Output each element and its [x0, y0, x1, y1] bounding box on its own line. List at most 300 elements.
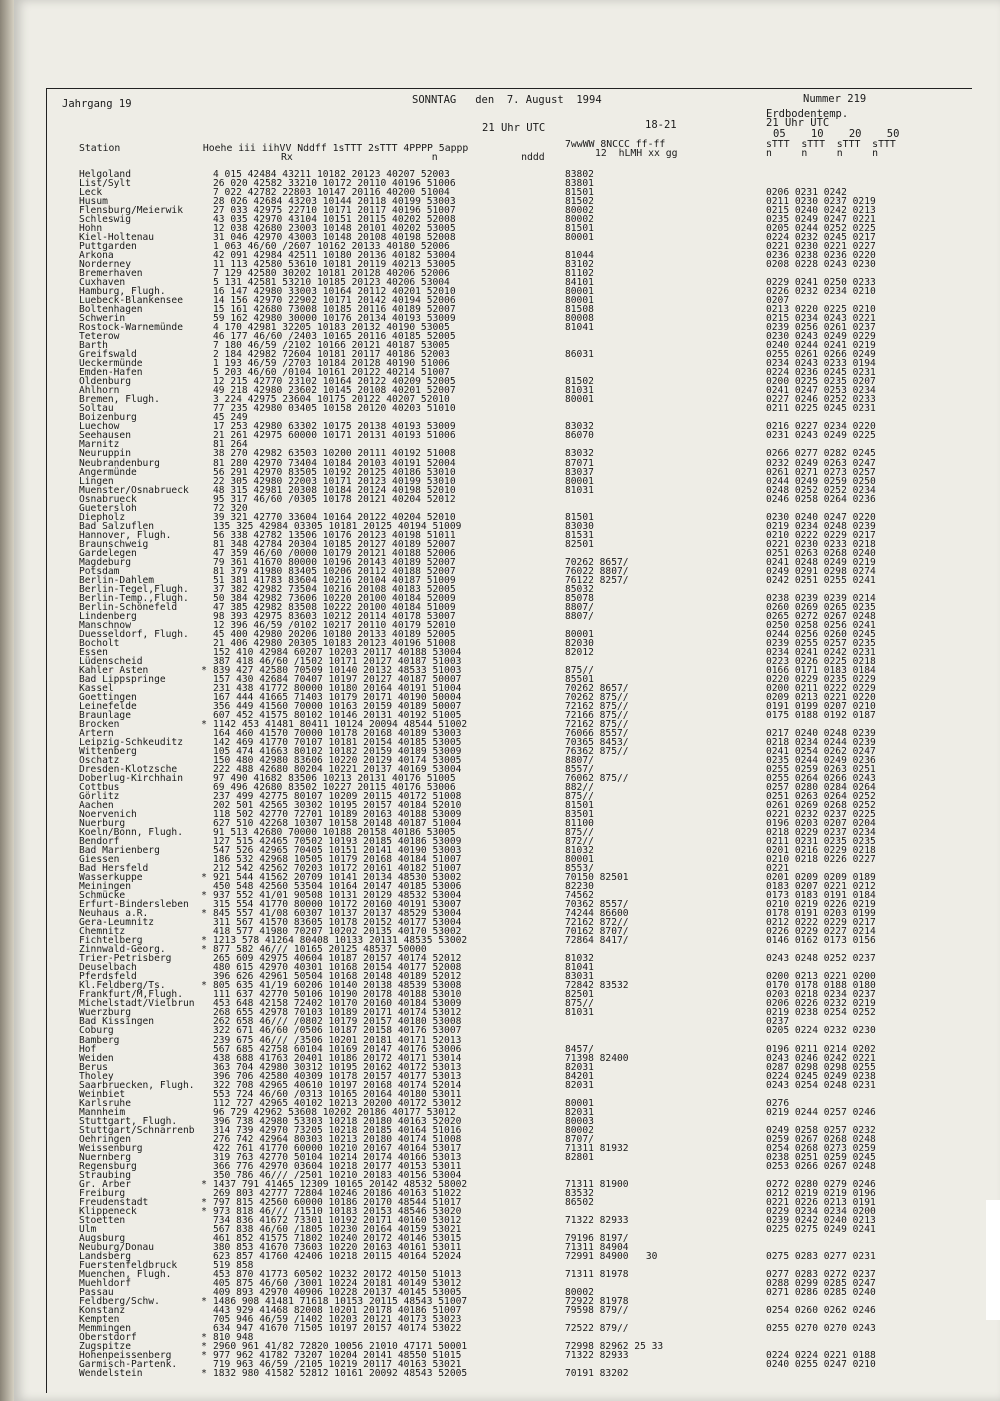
station-weather: 8807/	[565, 601, 594, 613]
station-earth-temp: 0254 0260 0262 0246	[766, 1304, 876, 1316]
station-data: 418 577 41980 70207 10202 20135 40170 53002	[213, 926, 462, 938]
station-data: 4 170 42981 32205 10183 20132 40190 53005	[213, 322, 450, 334]
station-data: 91 513 42680 70000 10188 20158 40186 53005	[213, 827, 456, 839]
station-marker	[196, 756, 212, 765]
station-name: Chemnitz	[79, 926, 126, 938]
station-marker	[196, 594, 212, 603]
station-data: 7 180 46/59 /2102 10166 20121 40187 53005	[213, 340, 450, 352]
station-weather: 81501	[565, 511, 594, 523]
station-earth-temp: 0224 0224 0221 0188	[766, 1350, 876, 1362]
station-data: 77 235 42980 03405 10158 20120 40203 51010	[213, 403, 456, 415]
station-name: Klippeneck	[79, 1205, 137, 1217]
station-name: Marnitz	[79, 439, 120, 451]
station-data: 734 836 41672 73301 10192 20171 40160 53012	[213, 1214, 462, 1226]
station-data: 1213 578 41264 80408 10133 20131 48535 53002	[213, 935, 468, 947]
synop-data-column	[213, 170, 543, 1378]
station-earth-temp: 0203 0218 0234 0237	[766, 989, 876, 1001]
weather-group-column	[565, 170, 675, 1378]
station-data: 98 393 42975 83603 10212 20114 40178 53007	[213, 610, 456, 622]
station-weather: 72864 8417/	[565, 935, 629, 947]
station-weather: 83802	[565, 169, 594, 180]
station-marker	[196, 585, 212, 594]
station-earth-temp: 0257 0280 0284 0264	[766, 782, 876, 794]
station-name: Oschatz	[79, 755, 120, 767]
station-name: Regensburg	[79, 1160, 137, 1172]
station-earth-temp: 0196 0211 0214 0202	[766, 1043, 876, 1055]
station-data: 135 325 42984 03305 10181 20125 40194 51009	[213, 520, 462, 532]
station-earth-temp: 0221 0230 0233 0218	[766, 538, 876, 550]
station-earth-temp: 0221 0230 0221 0227	[766, 241, 876, 253]
column-header-main: Station Hoehe iii iihVV Nddff 1sTTT 2sTTT 4PPPP 5appp	[79, 143, 469, 154]
station-marker: *	[201, 1332, 207, 1344]
station-weather: 875//	[565, 998, 594, 1010]
station-earth-temp: 0234 0241 0242 0231	[766, 646, 876, 658]
station-name: Schwerin	[79, 313, 126, 325]
station-earth-temp: 0170 0178 0188 0180	[766, 980, 876, 992]
station-weather: 83801	[565, 178, 594, 190]
station-marker	[196, 206, 212, 215]
station-earth-temp: 0191 0199 0207 0210	[766, 700, 876, 712]
station-marker	[196, 188, 212, 197]
station-name: Ulm	[79, 1223, 97, 1235]
station-weather: 83037	[565, 466, 594, 478]
station-name: Braunlage	[79, 709, 131, 721]
station-marker: *	[201, 1341, 207, 1353]
station-name: Leck	[79, 187, 103, 199]
station-name: Garmisch-Partenk.	[79, 1359, 178, 1371]
station-data: 50 384 42982 73606 10220 20100 40184 52009	[213, 592, 456, 604]
station-weather	[565, 359, 675, 368]
station-name: Muehldorf	[79, 1277, 131, 1289]
station-name: Schleswig	[79, 214, 131, 226]
station-marker	[196, 1054, 212, 1063]
station-data: 22 305 42980 22003 10171 20123 40199 53010	[213, 475, 456, 487]
station-weather: 875//	[565, 664, 594, 676]
station-name: Kempten	[79, 1313, 120, 1325]
station-earth-temp: 0201 0216 0229 0218	[766, 845, 876, 857]
station-data: 443 929 41468 82008 10201 20178 40186 51007	[213, 1304, 462, 1316]
station-name: Erfurt-Bindersleben	[79, 899, 189, 911]
station-name: Konstanz	[79, 1304, 126, 1316]
station-earth-temp: 0212 0222 0229 0217	[766, 917, 876, 929]
station-marker	[196, 1008, 212, 1017]
station-data: 7 022 42782 22803 10147 20116 40200 51004	[213, 187, 450, 199]
station-weather	[565, 495, 675, 504]
station-earth-temp: 0205 0224 0232 0230	[766, 1025, 876, 1037]
station-weather: 80002	[565, 1286, 594, 1298]
erdboden-time: 21 Uhr UTC	[766, 117, 830, 129]
station-earth-temp: 0213 0220 0225 0210	[766, 304, 876, 316]
station-marker	[196, 278, 212, 287]
station-earth-temp: 0226 0229 0227 0214	[766, 926, 876, 938]
station-data: 797 815 42560 60000 10186 20170 48544 51017	[213, 1196, 462, 1208]
station-earth-temp: 0255 0259 0263 0251	[766, 764, 876, 776]
station-data: 157 430 42684 70407 10197 20127 40187 50007	[213, 673, 462, 685]
station-data: 56 291 42970 83505 10192 20125 40186 53010	[213, 466, 456, 478]
station-data: 239 675 46/// /3506 10201 20181 40171 52013	[213, 1034, 462, 1046]
station-weather: 71322 82933	[565, 1214, 629, 1226]
station-earth-temp: 0224 0245 0249 0238	[766, 1070, 876, 1082]
station-earth-temp: 0229 0241 0250 0233	[766, 277, 876, 289]
station-name: Neubrandenburg	[79, 457, 160, 469]
station-weather: 8807/	[565, 755, 594, 767]
frame-left-rule	[46, 88, 47, 1393]
station-weather: 70365 8453/	[565, 736, 629, 748]
station-name: Deuselbach	[79, 962, 137, 974]
station-data: 409 893 42970 40906 10228 20137 40145 53005	[213, 1286, 462, 1298]
station-name: Teterow	[79, 331, 120, 343]
station-weather: 882//	[565, 782, 594, 794]
station-earth-temp: 0218 0229 0237 0234	[766, 827, 876, 839]
station-earth-temp: 0239 0256 0261 0237	[766, 322, 876, 334]
station-name: Freudenstadt	[79, 1196, 149, 1208]
station-weather: 80002	[565, 1124, 594, 1136]
station-name: Berlin-Temp.,Flugh.	[79, 592, 189, 604]
station-earth-temp: 0166 0171 0183 0184	[766, 664, 876, 676]
station-marker	[196, 531, 212, 540]
station-name: Bad Marienberg	[79, 845, 160, 857]
station-name: Kassel	[79, 682, 114, 694]
station-name: Michelstadt/Vielbrun	[79, 998, 195, 1010]
station-name: Hohenpeissenberg	[79, 1350, 172, 1362]
station-data: 845 557 41/08 60307 10137 20137 48529 53004	[213, 908, 462, 920]
station-name: Lingen	[79, 475, 114, 487]
station-marker	[196, 1153, 212, 1162]
station-marker	[196, 1243, 212, 1252]
station-weather: 875//	[565, 827, 594, 839]
station-data: 2960 961 41/82 72820 10056 21010 47171 50001	[213, 1341, 468, 1353]
station-data: 7 129 42580 30202 10181 20128 40206 52006	[213, 268, 450, 280]
station-marker	[196, 1026, 212, 1035]
station-weather: 76122 8257/	[565, 574, 629, 586]
station-data: 480 615 42970 40301 10168 20154 40177 52008	[213, 962, 462, 974]
station-name: Seehausen	[79, 430, 131, 442]
station-earth-temp: 0218 0234 0244 0239	[766, 736, 876, 748]
station-data: 11 113 42580 53610 10181 20119 40213 53005	[213, 259, 456, 271]
station-earth-temp: 0221 0226 0213 0191	[766, 1196, 876, 1208]
station-weather: 76066 8557/	[565, 727, 629, 739]
station-name: Saarbruecken, Flugh.	[79, 1079, 195, 1091]
station-weather: 74244 86600	[565, 908, 629, 920]
station-marker	[196, 296, 212, 305]
station-earth-temp: 0210 0219 0226 0219	[766, 899, 876, 911]
station-name: Neuhaus a.R.	[79, 908, 149, 920]
station-weather: 83031	[565, 971, 594, 983]
station-weather: 72998 82962 25 33	[565, 1341, 664, 1353]
station-weather: 82031	[565, 1106, 594, 1118]
station-weather: 81041	[565, 962, 594, 974]
station-weather: 81032	[565, 845, 594, 857]
station-weather: 82031	[565, 1061, 594, 1073]
station-name: Ahlhorn	[79, 385, 120, 397]
station-name: Norderney	[79, 259, 131, 271]
main-time: 21 Uhr UTC	[482, 122, 546, 134]
station-name: Cottbus	[79, 782, 120, 794]
station-name: Manschnow	[79, 619, 131, 631]
station-marker	[196, 576, 212, 585]
station-data: 186 532 42968 10505 10179 20168 40184 51007	[213, 854, 462, 866]
station-marker	[196, 233, 212, 242]
station-data: 322 708 42965 40610 10197 20168 40174 52014	[213, 1079, 462, 1091]
station-weather: 8553/	[565, 863, 594, 875]
station-name: Wittenberg	[79, 746, 137, 757]
station-marker	[196, 693, 212, 702]
station-marker	[196, 954, 212, 963]
station-data: 1 063 46/60 /2607 10162 20133 40180 52006	[213, 241, 450, 253]
station-marker	[196, 422, 212, 431]
station-name: Nuernberg	[79, 1151, 131, 1163]
station-data: 72 320	[213, 502, 248, 514]
station-earth-temp: 0178 0191 0203 0199	[766, 908, 876, 920]
station-name: Arkona	[79, 250, 114, 262]
station-earth-temp: 0216 0227 0234 0220	[766, 421, 876, 433]
station-earth-temp: 0200 0213 0221 0200	[766, 971, 876, 983]
station-data: 3 224 42975 23604 10175 20122 40207 52010	[213, 394, 450, 406]
station-marker	[196, 621, 212, 630]
station-weather: 72162 875//	[565, 718, 629, 730]
station-name: Luebeck-Blankensee	[79, 295, 183, 307]
station-earth-temp: 0271 0286 0285 0240	[766, 1286, 876, 1298]
adjacent-page-edge	[986, 1200, 1000, 1320]
station-data: 111 637 42770 50106 10190 20178 40188 53010	[213, 989, 462, 1001]
station-data: 142 469 41770 70107 10181 20154 40185 53005	[213, 736, 462, 748]
station-earth-temp: 0221	[766, 863, 790, 875]
station-data: 705 946 46/59 /1402 10203 20121 40173 53023	[213, 1313, 462, 1325]
station-marker	[196, 332, 212, 341]
station-name: Oberstdorf	[79, 1332, 137, 1344]
station-data: 356 449 41560 70000 10163 20159 40189 50007	[213, 700, 462, 712]
station-data: 167 444 41665 71403 10179 20171 40190 50004	[213, 691, 462, 703]
station-name: Cuxhaven	[79, 277, 126, 289]
station-weather: 82012	[565, 646, 594, 658]
station-data: 810 948	[213, 1332, 254, 1344]
station-weather: 82801	[565, 1151, 594, 1163]
station-earth-temp: 0210 0218 0226 0227	[766, 854, 876, 866]
station-marker	[196, 224, 212, 233]
station-marker	[196, 1117, 212, 1126]
station-data: 202 501 42565 30302 10195 20157 40184 52010	[213, 800, 462, 812]
station-data: 973 818 46/// /1510 10183 20153 48546 53020	[213, 1205, 462, 1217]
station-earth-temp: 0255 0264 0266 0243	[766, 773, 876, 785]
station-data: 1486 908 41481 71618 10153 20115 48543 51007	[213, 1295, 468, 1307]
station-name: Koeln/Bonn, Flugh.	[79, 827, 183, 839]
station-data: 39 321 42770 33604 10164 20122 40204 52010	[213, 511, 456, 523]
station-weather: 81044	[565, 250, 594, 262]
station-marker	[196, 431, 212, 440]
station-data: 450 548 42560 53504 10164 20147 40185 53006	[213, 881, 462, 893]
station-name: Bad Hersfeld	[79, 863, 149, 875]
station-marker	[196, 774, 212, 783]
station-name: Puttgarden	[79, 241, 137, 253]
station-weather: 8807/	[565, 610, 594, 622]
station-earth-temp: 0288 0299 0285 0247	[766, 1277, 876, 1289]
station-name: Tholey	[79, 1070, 114, 1082]
station-weather: 81041	[565, 322, 594, 334]
station-earth-temp: 0241 0254 0262 0247	[766, 746, 876, 757]
station-marker	[196, 639, 212, 648]
station-data: 46 177 46/60 /2403 10165 20116 40185 52005	[213, 331, 456, 343]
station-weather: 72522 879//	[565, 1323, 629, 1334]
station-marker	[196, 1279, 212, 1288]
station-weather: 81531	[565, 529, 594, 541]
station-name: Kl.Feldberg/Ts.	[79, 980, 166, 992]
station-earth-temp: 0175 0188 0192 0187	[766, 709, 876, 721]
station-weather: 81031	[565, 385, 594, 397]
station-data: 81 264	[213, 439, 248, 451]
station-name: Guetersloh	[79, 502, 137, 514]
station-name: Muenster/Osnabrueck	[79, 484, 189, 496]
station-weather: 8707/	[565, 1133, 594, 1145]
station-data: 396 706 42580 40309 10178 20157 40177 53013	[213, 1070, 462, 1082]
station-marker	[196, 486, 212, 495]
station-name: Ueckermünde	[79, 358, 143, 370]
station-weather: 71311 81900	[565, 1178, 629, 1190]
station-earth-temp: 0173 0183 0191 0184	[766, 890, 876, 902]
station-name: Karlsruhe	[79, 1097, 131, 1109]
station-weather	[565, 1026, 675, 1035]
station-data: 164 460 41570 70000 10178 20168 40189 53003	[213, 727, 462, 739]
station-earth-temp: 0242 0251 0255 0241	[766, 574, 876, 586]
erdboden-label: Erdbodentemp.	[766, 108, 849, 120]
station-earth-temp: 0246 0258 0264 0236	[766, 493, 876, 505]
station-earth-temp: 0237	[766, 1016, 790, 1028]
station-data: 15 161 42680 73008 10185 20116 40189 52007	[213, 304, 456, 316]
station-weather: 85032	[565, 583, 594, 595]
station-earth-temp: 0219 0238 0254 0252	[766, 1007, 876, 1019]
station-marker-column	[196, 170, 212, 1378]
station-weather: 81501	[565, 800, 594, 812]
station-earth-temp: 0241 0247 0253 0234	[766, 385, 876, 397]
station-earth-temp: 0231 0243 0249 0225	[766, 430, 876, 442]
station-earth-temp: 0249 0258 0257 0232	[766, 1124, 876, 1136]
station-data: 396 626 42961 50504 10168 20148 40189 52012	[213, 971, 462, 983]
station-earth-temp: 0249 0291 0298 0274	[766, 565, 876, 577]
station-data: 26 020 42582 33210 10172 20110 40196 51006	[213, 178, 456, 190]
station-data: 839 427 42580 70509 10140 20132 48533 51003	[213, 664, 462, 676]
station-weather: 76062 875//	[565, 773, 629, 785]
station-name: Barth	[79, 340, 108, 352]
station-marker	[196, 179, 212, 188]
station-weather: 72922 81978	[565, 1295, 629, 1307]
station-data: 95 317 46/60 /0305 10178 20121 40204 52012	[213, 493, 456, 505]
station-earth-temp: 0287 0298 0298 0255	[766, 1061, 876, 1073]
station-marker	[196, 558, 212, 567]
station-name: Stoetten	[79, 1214, 126, 1226]
station-earth-temp: 0219 0244 0257 0246	[766, 1106, 876, 1118]
station-data: 69 496 42680 83502 10227 20115 40176 53006	[213, 782, 456, 794]
station-marker	[196, 1081, 212, 1090]
station-earth-temp: 0146 0162 0173 0156	[766, 935, 876, 947]
station-marker	[196, 314, 212, 323]
station-data: 380 853 41670 73603 10220 20163 40161 53011	[213, 1241, 462, 1253]
station-earth-temp: 0253 0266 0267 0248	[766, 1160, 876, 1172]
station-marker	[196, 846, 212, 855]
station-weather: 83102	[565, 259, 594, 271]
station-data: 47 385 42982 83508 10222 20100 40184 51009	[213, 601, 456, 613]
station-data: 28 026 42684 43203 10144 20118 40199 53003	[213, 196, 456, 208]
station-data: 81 280 42970 73404 10184 20103 40191 52004	[213, 457, 456, 469]
station-data: 1 193 46/59 /2703 10184 20128 40190 51006	[213, 358, 450, 370]
station-data: 438 688 41763 20401 10186 20172 40171 53014	[213, 1052, 462, 1064]
wind-time: 18-21	[645, 119, 677, 131]
station-earth-temp: 0200 0211 0222 0229	[766, 682, 876, 694]
station-earth-temp	[766, 1234, 906, 1243]
station-weather: 80001	[565, 475, 594, 487]
station-earth-temp: 0201 0209 0209 0189	[766, 872, 876, 884]
station-name: Stuttgart, Flugh.	[79, 1115, 178, 1127]
station-data: 81 348 42784 20304 10185 20127 40189 52007	[213, 538, 456, 550]
station-marker	[196, 1108, 212, 1117]
station-name: Husum	[79, 196, 108, 208]
station-name: Hamburg, Flugh.	[79, 286, 166, 298]
station-data: 2 184 42982 72604 10181 20117 40186 52003	[213, 349, 450, 361]
station-earth-temp: 0230 0240 0247 0220	[766, 511, 876, 523]
station-earth-temp: 0210 0222 0229 0217	[766, 529, 876, 541]
station-earth-temp: 0221 0232 0237 0225	[766, 809, 876, 821]
station-name: Brocken	[79, 718, 120, 730]
station-earth-temp: 0275 0283 0277 0231	[766, 1250, 876, 1262]
station-weather: 81031	[565, 1007, 594, 1019]
station-weather: 82030	[565, 637, 594, 649]
station-earth-temp: 0205 0244 0252 0225	[766, 223, 876, 235]
station-earth-temp: 0239 0255 0257 0235	[766, 637, 876, 649]
station-name: Angermünde	[79, 466, 137, 478]
station-marker: *	[201, 1350, 207, 1362]
station-name: Zinnwald-Georg.	[79, 944, 166, 956]
station-weather: 81502	[565, 376, 594, 388]
station-earth-temp: 0207	[766, 295, 790, 307]
station-marker: *	[201, 1295, 207, 1307]
station-data: 42 091 42984 42511 10180 20136 40182 53004	[213, 250, 456, 262]
station-earth-temp: 0255 0270 0270 0243	[766, 1323, 876, 1334]
station-earth-temp: 0238 0239 0239 0214	[766, 592, 876, 604]
station-earth-temp: 0261 0269 0268 0252	[766, 800, 876, 812]
column-header-earth: sTTT sTTT sTTT sTTT	[766, 139, 896, 150]
station-marker	[196, 747, 212, 756]
station-marker	[196, 170, 212, 179]
station-marker: *	[201, 980, 207, 992]
station-name: Boizenburg	[79, 412, 137, 424]
station-name: Meiningen	[79, 881, 131, 893]
station-weather: 74562	[565, 890, 594, 902]
station-earth-temp: 0223 0226 0225 0218	[766, 655, 876, 667]
station-weather: 80001	[565, 232, 594, 244]
station-marker	[196, 1261, 212, 1270]
station-data: 112 727 42965 40102 10213 20200 40172 53012	[213, 1097, 462, 1109]
station-marker	[196, 1126, 212, 1135]
station-name: Helgoland	[79, 169, 131, 180]
station-name: Bendorf	[79, 836, 120, 848]
station-name: Coburg	[79, 1025, 114, 1037]
station-marker	[196, 999, 212, 1008]
station-name: Braunschweig	[79, 538, 149, 550]
station-data: 127 515 42465 70502 10193 20185 40186 53009	[213, 836, 462, 848]
station-weather: 81502	[565, 196, 594, 208]
station-weather: 81508	[565, 304, 594, 316]
station-name: Noervenich	[79, 809, 137, 821]
column-header-earth-2: n n n n	[766, 148, 879, 159]
station-data: 553 724 46/60 /0313 10165 20164 40180 53011	[213, 1088, 462, 1100]
station-marker	[196, 404, 212, 413]
station-name: Kahler Asten	[79, 664, 149, 676]
station-name: Pferdsfeld	[79, 971, 137, 983]
station-earth-temp: 0243 0254 0248 0231	[766, 1079, 876, 1091]
station-marker	[196, 359, 212, 368]
station-data: 56 338 42782 13506 10176 20123 40198 51011	[213, 529, 456, 541]
station-marker	[196, 1135, 212, 1144]
station-earth-temp: 0248 0252 0252 0234	[766, 484, 876, 496]
station-earth-temp: 0272 0280 0279 0246	[766, 1178, 876, 1190]
